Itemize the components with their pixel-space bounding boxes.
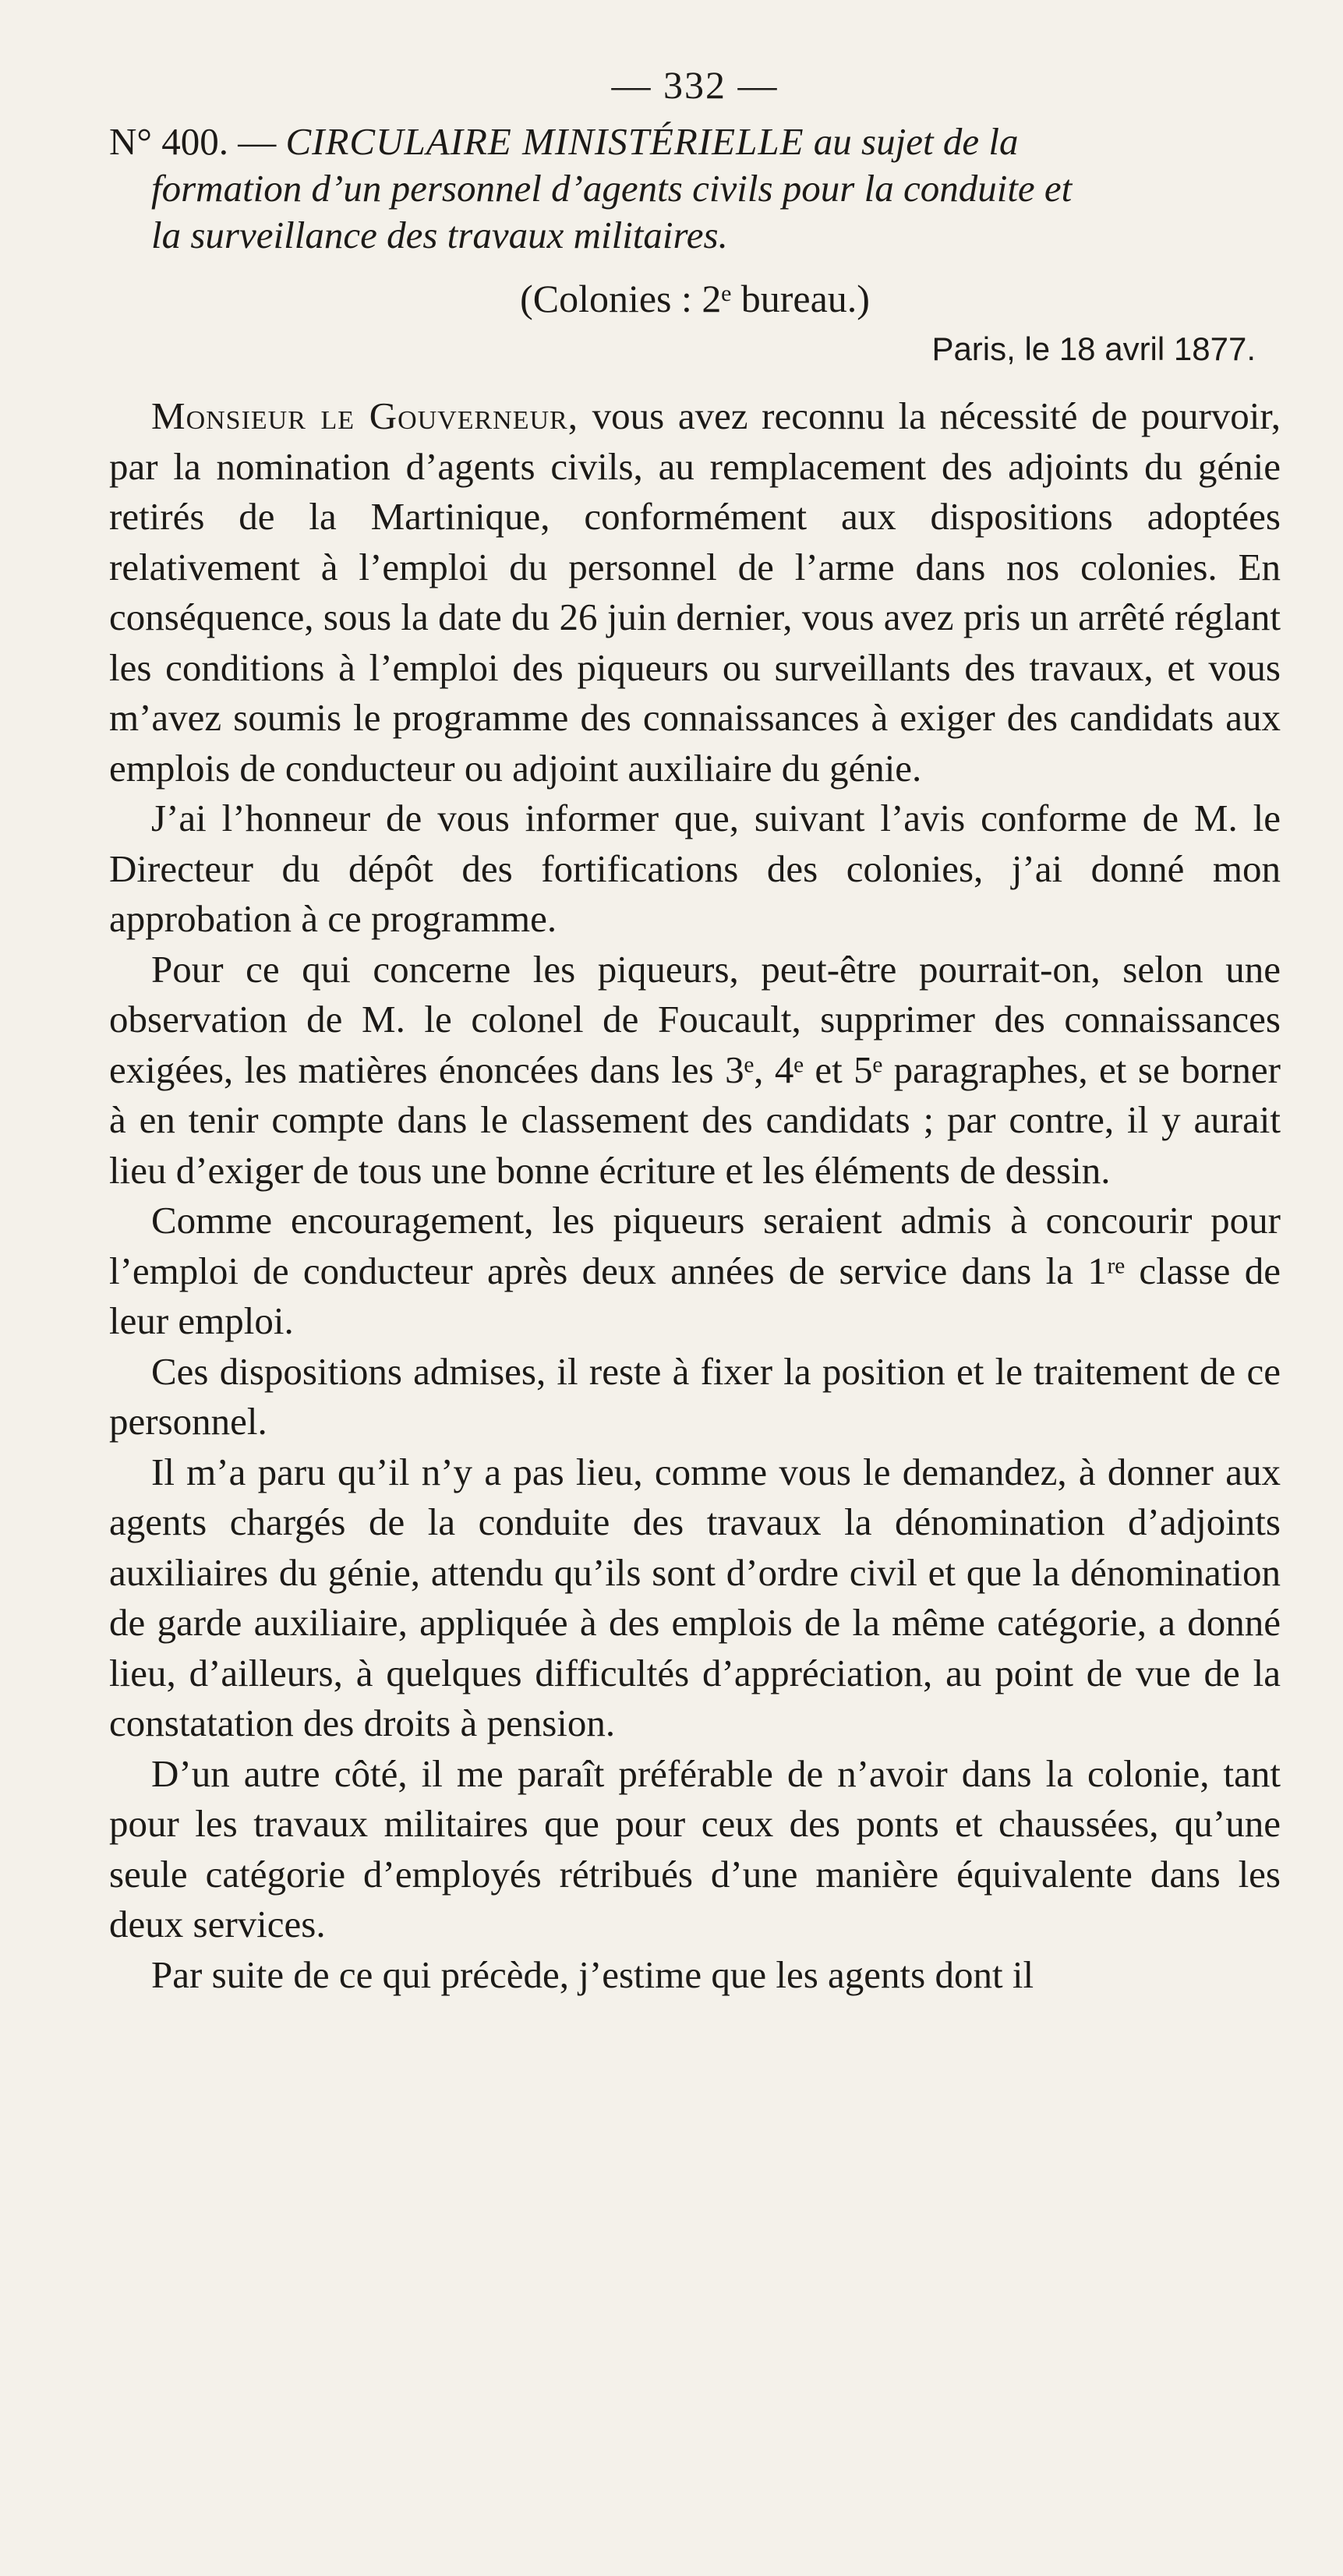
paragraph-3: Pour ce qui concerne les piqueurs, peut-être pourrait-on, selon une observation de M. le colonel de Foucault, supprimer des connaissances exigées, les matières énoncées dans les 3ᵉ, 4ᵉ et 5ᵉ paragraphes, et se borner à en tenir compte dans le classement des candidats ; par contre, il y aurait lieu d’exiger de tous une bonne écriture et les éléments de dessin.: [109, 947, 1281, 1192]
paragraph-1-text: vous avez reconnu la nécessité de pourvoir, par la nomination d’agents civils, au remplacement des adjoints du génie retirés de la Martinique, conformément aux dispositions adoptées relativement à l’emploi du personnel de l’arme dans nos colonies. En conséquence, sous la date du 26 juin dernier, vous avez pris un arrêté réglant les conditions à l’emploi des piqueurs ou surveillants des travaux, et vous m’avez soumis le programme des connaissances à exiger des candidats aux emplois de conducteur ou adjoint auxiliaire du génie.: [109, 394, 1281, 790]
bureau-line: (Colonies : 2ᵉ bureau.): [520, 277, 870, 320]
dateline: Paris, le 18 avril 1877.: [931, 330, 1256, 367]
paragraph-2: J’ai l’honneur de vous informer que, suivant l’avis conforme de M. le Directeur du dépôt des fortifications des colonies, j’ai donné mon approbation à ce programme.: [109, 797, 1281, 940]
paragraph-5: Ces dispositions admises, il reste à fixer la position et le traitement de ce personnel.: [109, 1349, 1281, 1443]
paragraph-4: Comme encouragement, les piqueurs seraient admis à concourir pour l’emploi de conducteur après deux années de service dans la 1ʳᵉ classe de leur emploi.: [109, 1199, 1281, 1342]
heading-line-3: la surveillance des travaux militaires.: [151, 214, 728, 256]
paragraph-8: Par suite de ce qui précède, j’estime que les agents dont il: [151, 1952, 1034, 1996]
paragraph-7: D’un autre côté, il me paraît préférable de n’avoir dans la colonie, tant pour les travaux militaires que pour ceux des ponts et chaussées, qu’une seule catégorie d’employés rétribués d’une manière équivalente dans les deux services.: [109, 1751, 1281, 1945]
heading-title: CIRCULAIRE MINISTÉRIELLE: [285, 120, 804, 163]
page-number: — 332 —: [611, 63, 779, 107]
document-heading: [109, 118, 1281, 259]
heading-title-rest: au sujet de la: [804, 120, 1019, 163]
heading-number: N° 400. —: [109, 120, 286, 163]
heading-line-2: formation d’un personnel d’agents civils pour la conduite et: [151, 167, 1073, 210]
paragraph-1: [109, 391, 1281, 793]
salutation: Monsieur le Gouverneur,: [151, 394, 578, 437]
letter-body: [109, 391, 1281, 2000]
paragraph-6: Il m’a paru qu’il n’y a pas lieu, comme vous le demandez, à donner aux agents chargés de la conduite des travaux la dénomination d’adjoints auxiliaires du génie, attendu qu’ils sont d’ordre civil et que la dénomination de garde auxiliaire, appliquée à des emplois de la même catégorie, a donné lieu, d’ailleurs, à quelques difficultés d’appréciation, au point de vue de la constatation des droits à pension.: [109, 1450, 1281, 1744]
